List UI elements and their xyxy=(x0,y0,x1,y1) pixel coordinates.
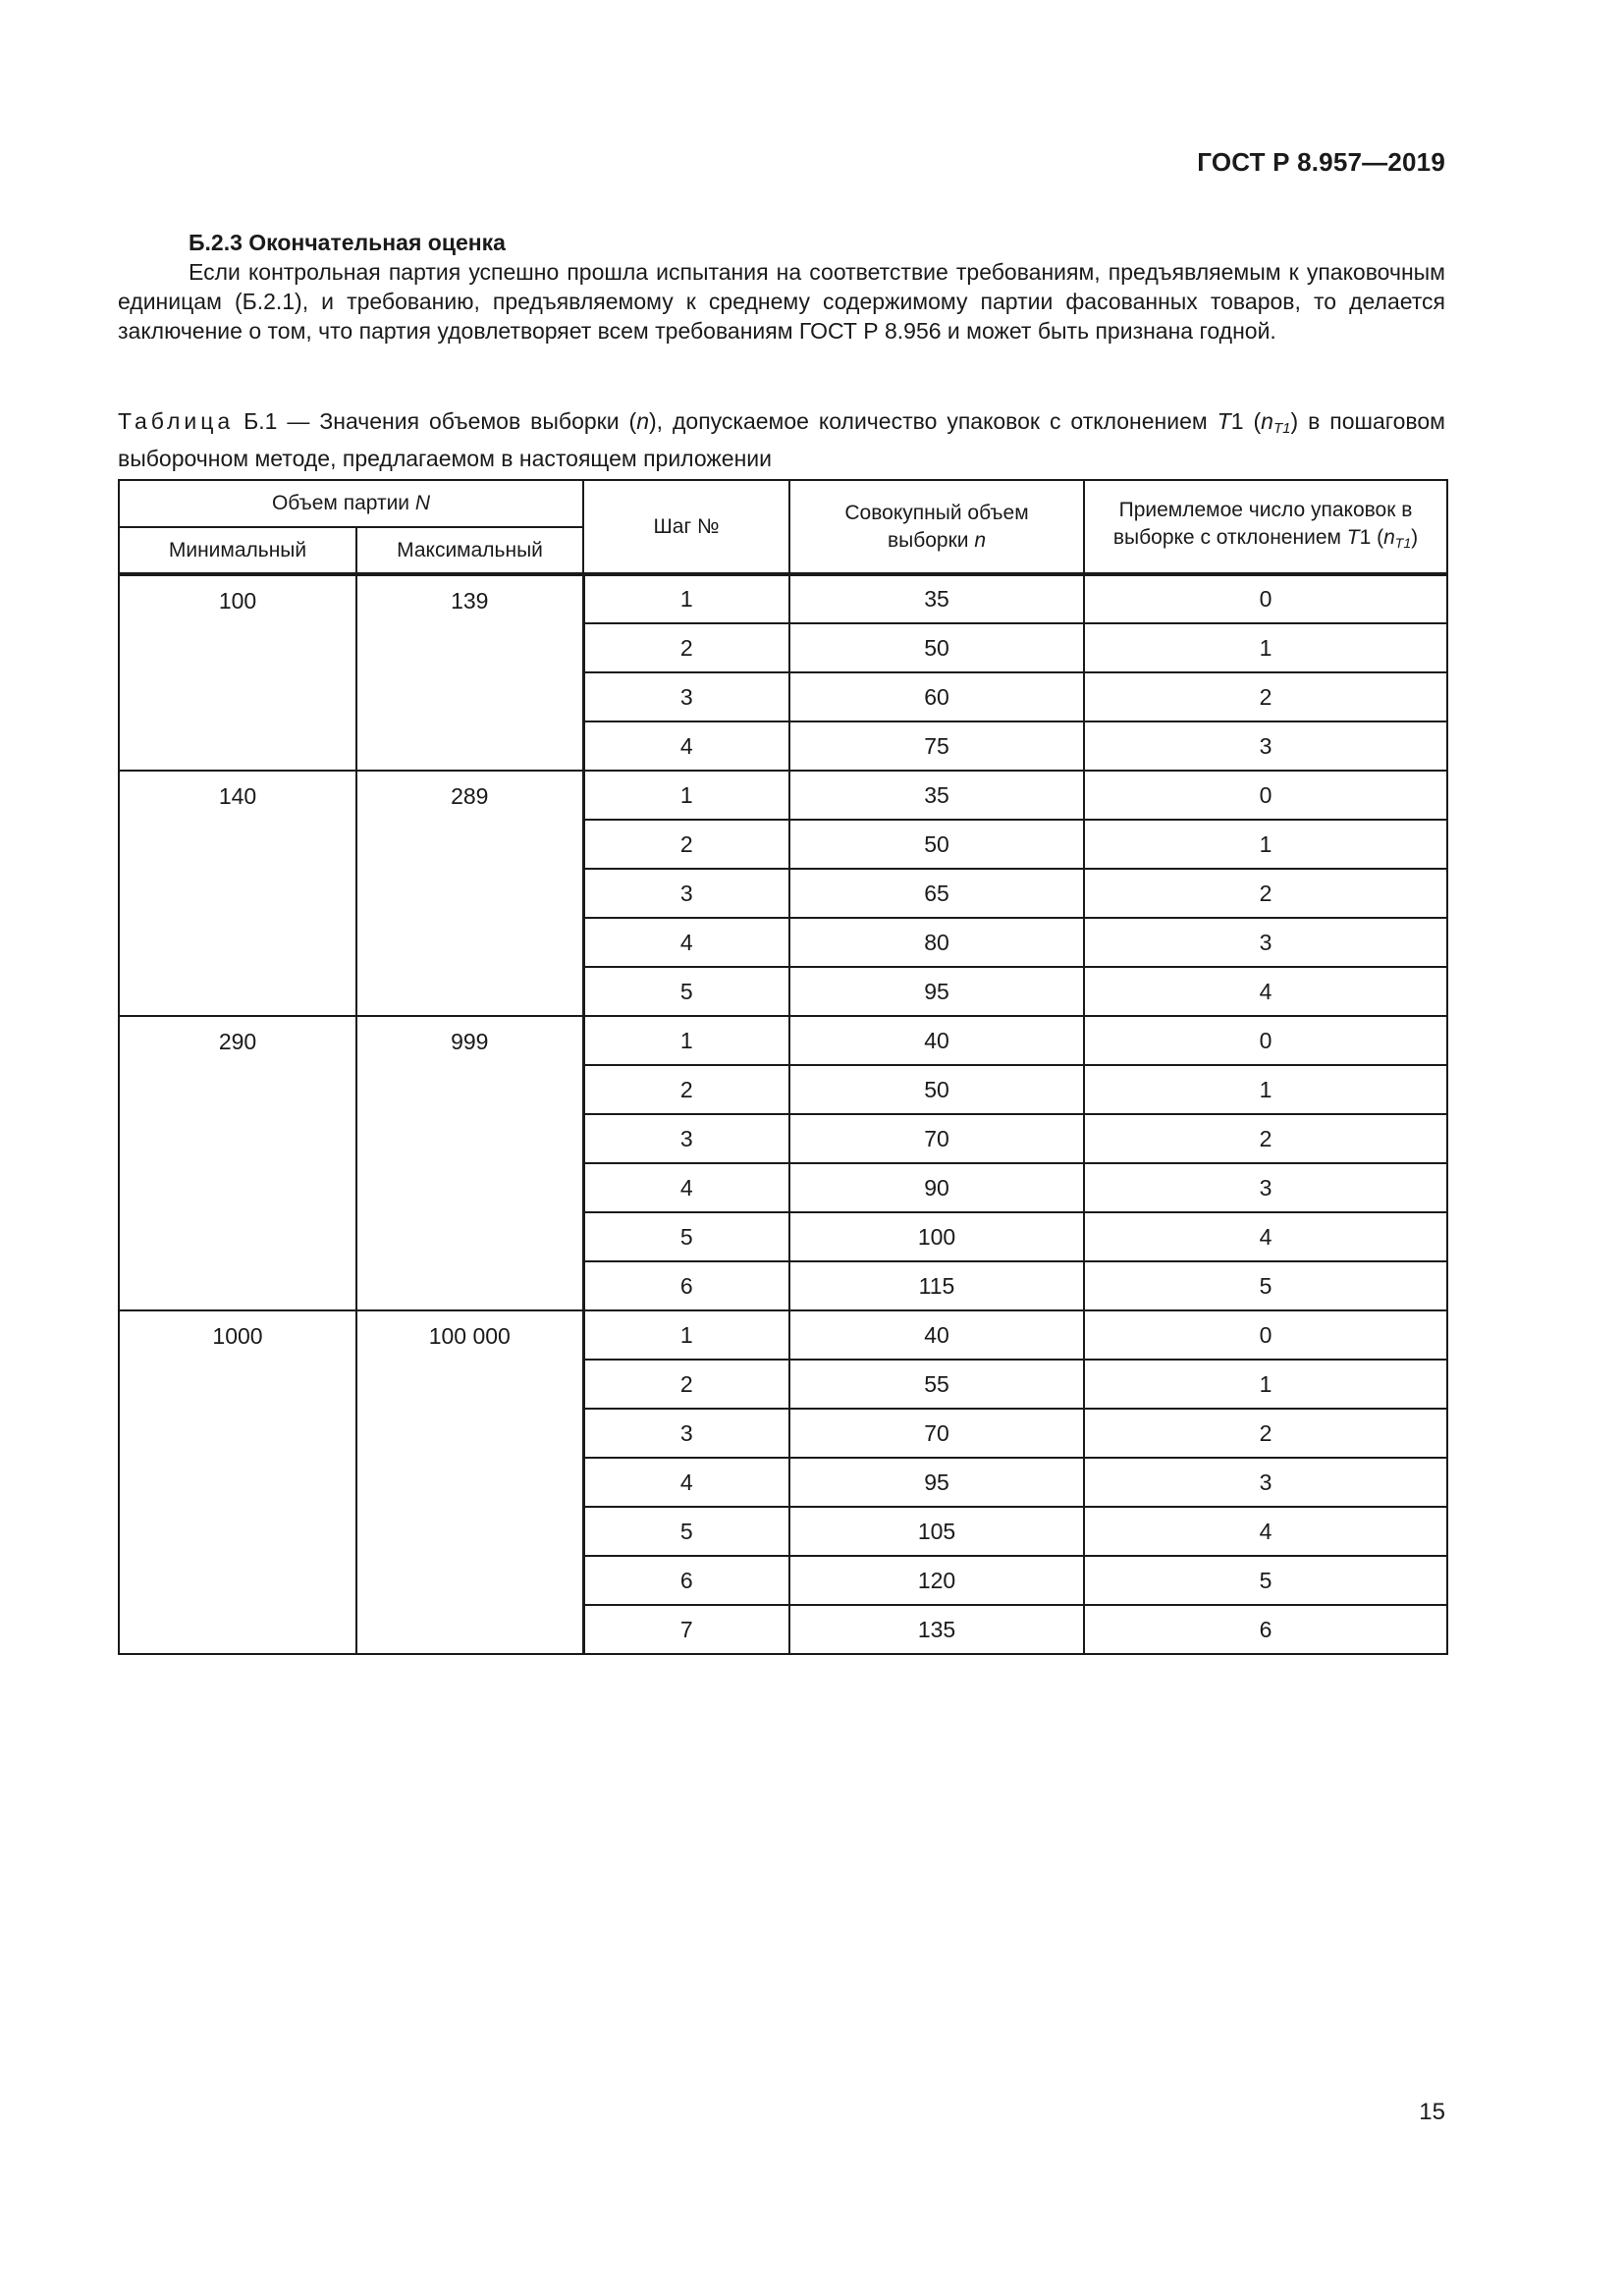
step-cell: 4 xyxy=(583,918,789,967)
table-row xyxy=(119,1016,1447,1065)
header-lot-size: Объем партии N xyxy=(119,480,583,527)
acceptance-number-cell: 1 xyxy=(1084,820,1447,869)
acceptance-number-cell: 0 xyxy=(1084,1310,1447,1360)
cumulative-size-cell: 95 xyxy=(789,967,1084,1016)
acceptance-number-cell: 3 xyxy=(1084,1458,1447,1507)
section-body: Если контрольная партия успешно прошла испытания на соответствие требованиям, предъявляемым к упаковочным единицам (Б.2.1), и требованию, предъявляемому к среднему содержимому партии фасованных товаров, то делается заключение о том, что партия удовлетворяет всем требованиям ГОСТ Р 8.956 и может быть признана годной. xyxy=(118,259,1445,344)
acceptance-number-cell: 0 xyxy=(1084,771,1447,820)
step-cell: 4 xyxy=(583,721,789,771)
lot-max-cell: 999 xyxy=(356,1016,583,1310)
table-caption-n: n xyxy=(636,408,649,434)
table-caption-paren: ( xyxy=(1243,408,1262,434)
step-cell: 1 xyxy=(583,771,789,820)
cumulative-size-cell: 55 xyxy=(789,1360,1084,1409)
section-b-2-3 xyxy=(118,228,1445,346)
cumulative-size-cell: 70 xyxy=(789,1409,1084,1458)
step-cell: 3 xyxy=(583,1409,789,1458)
acceptance-number-cell: 4 xyxy=(1084,1507,1447,1556)
cumulative-size-cell: 40 xyxy=(789,1016,1084,1065)
cumulative-size-cell: 90 xyxy=(789,1163,1084,1212)
step-cell: 4 xyxy=(583,1163,789,1212)
cumulative-size-cell: 35 xyxy=(789,574,1084,623)
step-cell: 4 xyxy=(583,1458,789,1507)
cumulative-size-cell: 35 xyxy=(789,771,1084,820)
table-row xyxy=(119,574,1447,623)
step-cell: 5 xyxy=(583,1212,789,1261)
header-step: Шаг № xyxy=(583,480,789,574)
acceptance-number-cell: 0 xyxy=(1084,1016,1447,1065)
step-cell: 5 xyxy=(583,1507,789,1556)
table-row xyxy=(119,771,1447,820)
header-max: Максимальный xyxy=(356,527,583,574)
step-cell: 3 xyxy=(583,1114,789,1163)
cumulative-size-cell: 135 xyxy=(789,1605,1084,1654)
acceptance-number-cell: 5 xyxy=(1084,1556,1447,1605)
table-caption xyxy=(118,406,1445,473)
acceptance-number-cell: 2 xyxy=(1084,672,1447,721)
lot-min-cell: 100 xyxy=(119,574,356,771)
table-caption-n2: n xyxy=(1261,408,1273,434)
section-heading: Б.2.3 Окончательная оценка xyxy=(189,230,506,255)
cumulative-size-cell: 80 xyxy=(789,918,1084,967)
lot-min-cell: 1000 xyxy=(119,1310,356,1654)
cumulative-size-cell: 65 xyxy=(789,869,1084,918)
cumulative-size-cell: 50 xyxy=(789,623,1084,672)
table-caption-text-2: ), допускаемое количество упаковок с отклонением xyxy=(648,408,1218,434)
step-cell: 1 xyxy=(583,1310,789,1360)
lot-max-cell: 100 000 xyxy=(356,1310,583,1654)
acceptance-number-cell: 3 xyxy=(1084,721,1447,771)
table-caption-label: Таблица xyxy=(118,408,235,434)
cumulative-size-cell: 40 xyxy=(789,1310,1084,1360)
table-caption-text-1: — Значения объемов выборки ( xyxy=(277,408,637,434)
cumulative-size-cell: 115 xyxy=(789,1261,1084,1310)
table-caption-sub: T1 xyxy=(1272,420,1291,437)
acceptance-number-cell: 2 xyxy=(1084,869,1447,918)
acceptance-number-cell: 3 xyxy=(1084,1163,1447,1212)
cumulative-size-cell: 120 xyxy=(789,1556,1084,1605)
step-cell: 2 xyxy=(583,623,789,672)
acceptance-number-cell: 4 xyxy=(1084,1212,1447,1261)
step-cell: 6 xyxy=(583,1556,789,1605)
cumulative-size-cell: 95 xyxy=(789,1458,1084,1507)
table-caption-t: T xyxy=(1217,408,1231,434)
lot-min-cell: 140 xyxy=(119,771,356,1016)
table-body xyxy=(119,574,1447,1654)
step-cell: 1 xyxy=(583,1016,789,1065)
acceptance-number-cell: 0 xyxy=(1084,574,1447,623)
step-cell: 3 xyxy=(583,869,789,918)
acceptance-number-cell: 1 xyxy=(1084,623,1447,672)
step-cell: 2 xyxy=(583,820,789,869)
acceptance-number-cell: 2 xyxy=(1084,1409,1447,1458)
lot-min-cell: 290 xyxy=(119,1016,356,1310)
cumulative-size-cell: 50 xyxy=(789,820,1084,869)
document-code: ГОСТ Р 8.957—2019 xyxy=(1197,147,1445,177)
cumulative-size-cell: 70 xyxy=(789,1114,1084,1163)
step-cell: 3 xyxy=(583,672,789,721)
step-cell: 6 xyxy=(583,1261,789,1310)
acceptance-number-cell: 4 xyxy=(1084,967,1447,1016)
step-cell: 7 xyxy=(583,1605,789,1654)
acceptance-number-cell: 1 xyxy=(1084,1360,1447,1409)
header-accept: Приемлемое число упаковок в выборке с отклонением T1 (nT1) xyxy=(1084,480,1447,574)
step-cell: 2 xyxy=(583,1360,789,1409)
acceptance-number-cell: 5 xyxy=(1084,1261,1447,1310)
lot-max-cell: 139 xyxy=(356,574,583,771)
acceptance-number-cell: 6 xyxy=(1084,1605,1447,1654)
page-number: 15 xyxy=(1419,2099,1445,2125)
header-cumulative: Совокупный объем выборки n xyxy=(789,480,1084,574)
sample-size-table xyxy=(118,479,1448,1655)
cumulative-size-cell: 60 xyxy=(789,672,1084,721)
lot-max-cell: 289 xyxy=(356,771,583,1016)
cumulative-size-cell: 50 xyxy=(789,1065,1084,1114)
step-cell: 2 xyxy=(583,1065,789,1114)
cumulative-size-cell: 100 xyxy=(789,1212,1084,1261)
table-row xyxy=(119,1310,1447,1360)
table-caption-text-3: ) в пошаговом выборочном методе, предлагаемом в настоящем приложении xyxy=(118,408,1445,471)
header-min: Минимальный xyxy=(119,527,356,574)
step-cell: 5 xyxy=(583,967,789,1016)
acceptance-number-cell: 2 xyxy=(1084,1114,1447,1163)
acceptance-number-cell: 3 xyxy=(1084,918,1447,967)
cumulative-size-cell: 75 xyxy=(789,721,1084,771)
cumulative-size-cell: 105 xyxy=(789,1507,1084,1556)
step-cell: 1 xyxy=(583,574,789,623)
acceptance-number-cell: 1 xyxy=(1084,1065,1447,1114)
table-caption-number: Б.1 xyxy=(244,408,278,434)
table-caption-t-num: 1 xyxy=(1230,408,1244,434)
